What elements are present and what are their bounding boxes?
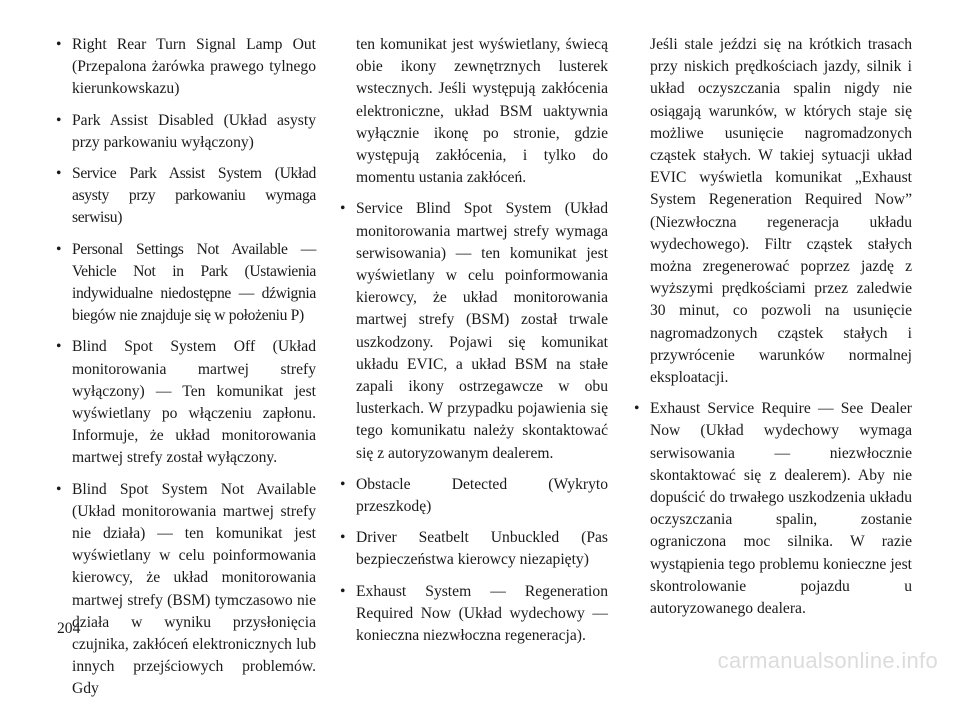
column-2 [340,34,608,656]
continuation-paragraph: ten komunikat jest wyświetlany, świecą obie ikony zewnętrznych lusterek wstecznych. Jeśli występują zakłócenia elektroniczne, układ BSM uaktywnia wyłącznie ikonę po stronie, gdzie występują zakłócenia, i tylko do momentu ustania zakłóceń. [356,36,608,187]
list-item: • Driver Seatbelt Unbuckled (Pas bezpieczeństwa kierowcy niezapięty) [340,529,608,569]
list-item: • Blind Spot System Off (Układ monitorowania martwej strefy wyłączony) — Ten komunikat jest wyświetlany po włączeniu zapłonu. Informuje, że układ monitorowania martwej strefy został wyłączony. [56,338,316,467]
list-item: • Personal Settings Not Available — Vehicle Not in Park (Ustawienia indywidualne niedostępne — dźwignia biegów nie znajduje się w położeniu P) [56,240,316,325]
page-number: 204 [57,620,81,637]
list-item: • Exhaust Service Require — See Dealer Now (Układ wydechowy wymaga serwisowania — niezwłocznie skontaktować się z dealerem). Aby nie dopuścić do trwałego uszkodzenia układu oczyszczania spalin, zostanie ograniczona moc silnika. W razie wystąpienia tego problemu konieczne jest skontrolowanie pojazdu u autoryzowanego dealera. [634,400,912,618]
column-1 [56,34,316,710]
list-item: • Obstacle Detected (Wykryto przeszkodę) [340,475,608,516]
continuation-paragraph: Jeśli stale jeździ się na krótkich trasach przy niskich prędkościach jazdy, silnik i układ oczyszczania spalin nigdy nie osiągają warunków, w których staje się możliwe usunięcie nagromadzonych cząstek stałych. W takiej sytuacji układ EVIC wyświetla komunikat „Exhaust System Regeneration Required Now” (Niezwłoczna regeneracja układu wydechowego). Filtr cząstek stałych można zregenerować poprzez jazdę z wyższymi prędkościami przez zaledwie 30 minut, co pozwoli na usunięcie nagromadzonych cząstek stałych i przywrócenie warunków normalnej eksploatacji. [650,36,912,387]
watermark: carmanualsonline.info [717,648,938,673]
list-item: • Park Assist Disabled (Układ asysty przy parkowaniu wyłączony) [56,111,316,151]
list-item: • Service Blind Spot System (Układ monitorowania martwej strefy wymaga serwisowania) — ten komunikat jest wyświetlany w celu poinformowania kierowcy, że układ monitorowania martwej strefy (BSM) został trwale uszkodzony. Pojawi się komunikat układu EVIC, a układ BSM na stałe zapali ikony ostrzegawcze w obu lusterkach. W przypadku pojawienia się tego komunikatu należy skontaktować się z autoryzowanym dealerem. [340,200,608,462]
list-item: • Service Park Assist System (Układ asysty przy parkowaniu wymaga serwisu) [56,165,316,227]
list-item: • Blind Spot System Not Available (Układ monitorowania martwej strefy nie działa) — ten komunikat jest wyświetlany w celu poinformowania kierowcy, że układ monitorowania martwej strefy (BSM) tymczasowo nie działa w wyniku przysłonięcia czujnika, zakłóceń elektronicznych lub innych przejściowych problemów. Gdy [56,480,316,698]
column-3 [634,34,912,629]
list-item: • Right Rear Turn Signal Lamp Out (Przepalona żarówka prawego tylnego kierunkowskazu) [56,36,316,98]
list-item: • Exhaust System — Regeneration Required Now (Układ wydechowy — konieczna niezwłoczna regeneracja). [340,582,608,645]
